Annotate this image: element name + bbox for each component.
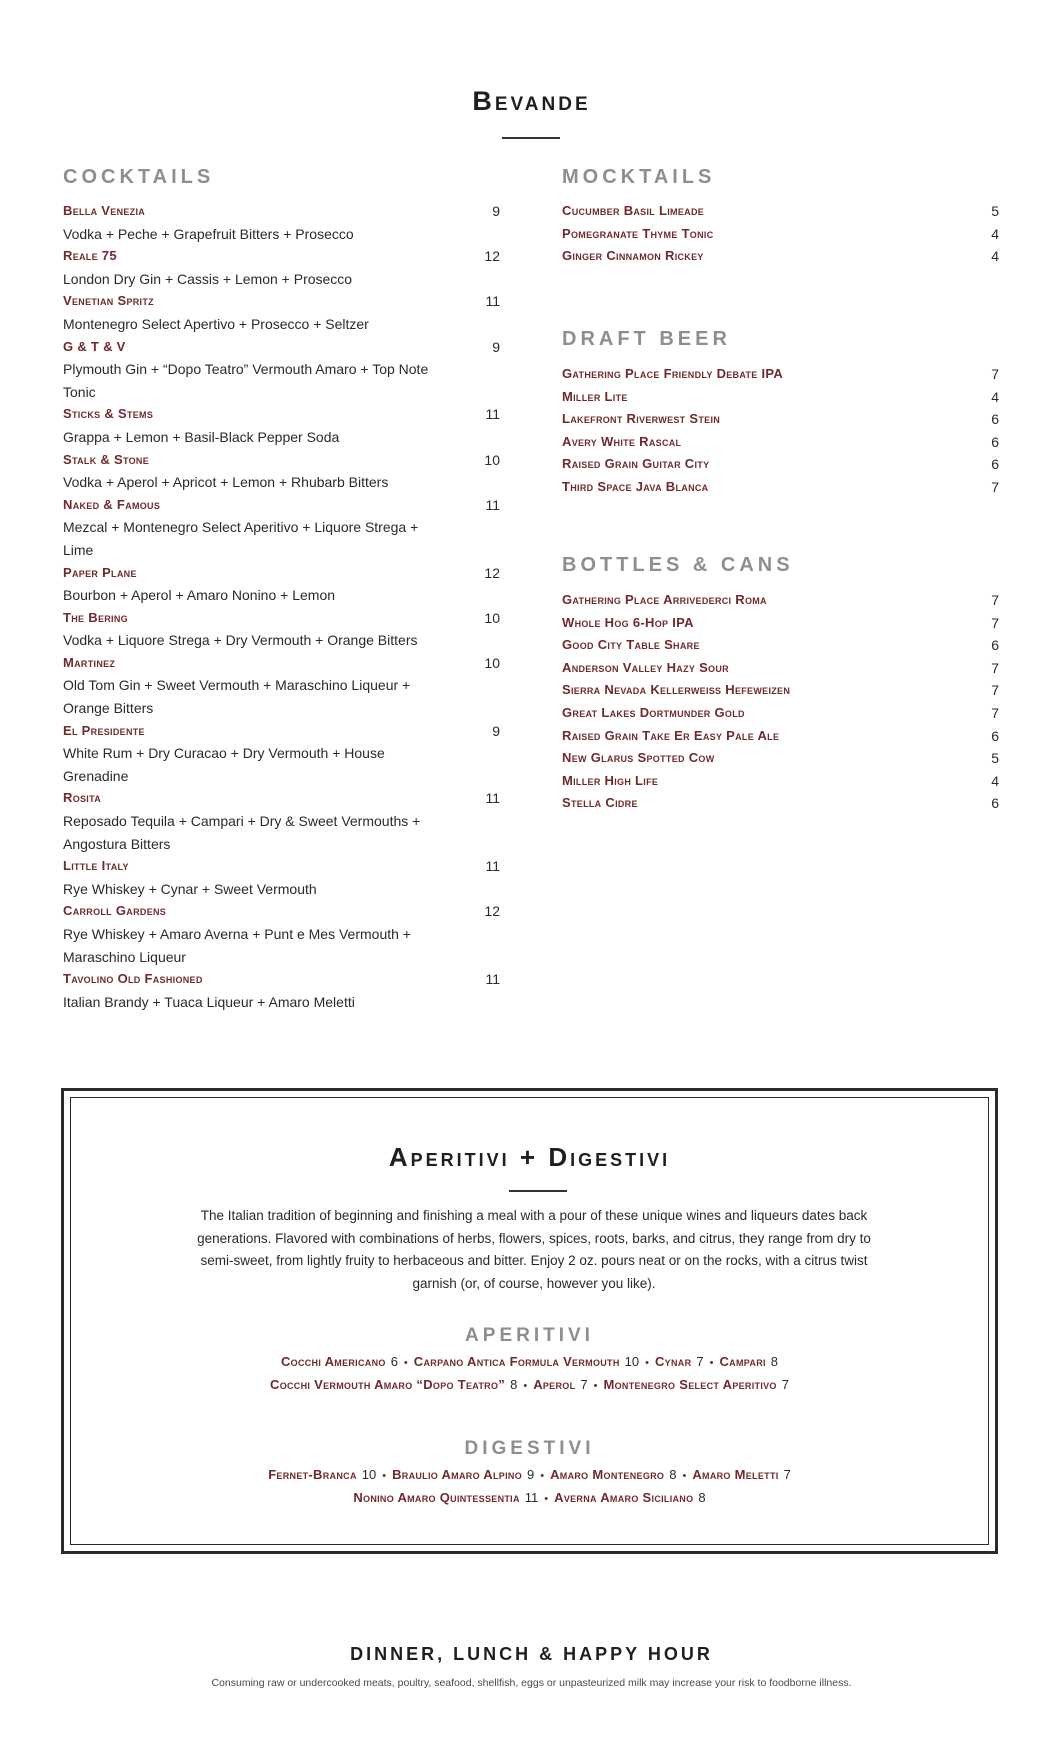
menu-item-price: 9	[492, 722, 500, 739]
menu-item	[562, 408, 999, 431]
liqueur-name: Cocchi Vermouth Amaro “Dopo Teatro”	[270, 1377, 506, 1392]
menu-item	[63, 290, 500, 335]
liqueur-name: Averna Amaro Siciliano	[554, 1490, 694, 1505]
menu-item	[63, 607, 500, 652]
menu-item-description: Vodka + Peche + Grapefruit Bitters + Prosecco	[63, 225, 354, 242]
liqueur-price: 8	[510, 1377, 518, 1392]
menu-item-price: 11	[485, 496, 500, 513]
menu-item-name: Little Italy	[63, 858, 129, 874]
liqueur-name: Carpano Antica Formula Vermouth	[413, 1354, 620, 1369]
menu-item-name: Carroll Gardens	[63, 903, 167, 919]
menu-item-description: Mezcal + Montenegro Select Aperitivo + Liquore Strega + Lime	[63, 519, 419, 558]
liqueur-name: Campari	[719, 1354, 766, 1369]
digestivi-line-2	[71, 1487, 988, 1511]
bullet-separator: •	[403, 1357, 408, 1369]
menu-item-price: 9	[492, 203, 500, 219]
menu-item	[562, 453, 999, 476]
menu-item-name: Stella Cidre	[562, 795, 638, 811]
page-title: Bevande	[472, 86, 591, 116]
menu-item-description: Rye Whiskey + Cynar + Sweet Vermouth	[63, 880, 317, 897]
menu-item-description: Grappa + Lemon + Basil-Black Pepper Soda	[63, 428, 340, 445]
menu-item-name: El Presidente	[63, 722, 145, 738]
menu-item	[63, 449, 500, 494]
menu-item-description: Italian Brandy + Tuaca Liqueur + Amaro Meletti	[63, 993, 355, 1010]
menu-item-name: Anderson Valley Hazy Sour	[562, 659, 729, 675]
menu-item	[562, 679, 999, 702]
box-title: Aperitivi + Digestivi	[388, 1142, 671, 1172]
liqueur-price: 9	[527, 1467, 535, 1482]
menu-item-description: Bourbon + Aperol + Amaro Nonino + Lemon	[63, 587, 336, 604]
menu-item-name: Reale 75	[63, 248, 117, 264]
aperitivi-heading: APERITIVI	[465, 1325, 594, 1346]
menu-item	[63, 562, 500, 607]
liqueur-price: 7	[781, 1377, 789, 1392]
menu-item-name: Miller Lite	[562, 388, 628, 404]
cocktails-heading: COCKTAILS	[63, 166, 215, 188]
menu-item-name: Sticks & Stems	[63, 406, 154, 422]
menu-item-price: 11	[485, 858, 500, 875]
digestivi-line-1	[71, 1464, 988, 1488]
menu-item-price: 4	[991, 248, 999, 265]
menu-item-price: 10	[484, 451, 500, 468]
menu-item-description: Reposado Tequila + Campari + Dry & Sweet Vermouths + Angostura Bitters	[63, 813, 421, 852]
menu-item	[63, 245, 500, 290]
menu-item-price: 7	[991, 478, 999, 495]
menu-item	[63, 855, 500, 900]
bullet-separator: •	[682, 1470, 687, 1482]
menu-item-price: 7	[991, 682, 999, 699]
menu-item	[562, 223, 999, 246]
menu-item	[63, 336, 500, 404]
menu-item-price: 11	[485, 971, 500, 988]
menu-item-name: Third Space Java Blanca	[562, 478, 709, 494]
menu-item-price: 7	[991, 592, 999, 608]
footer-disclaimer: Consuming raw or undercooked meats, poultry, seafood, shellfish, eggs or unpasteurized milk may increase your risk to foodborne illness.	[211, 1677, 852, 1689]
menu-item-name: Paper Plane	[63, 564, 137, 580]
menu-item-description: Vodka + Aperol + Apricot + Lemon + Rhubarb Bitters	[63, 474, 389, 491]
menu-item-name: Miller High Life	[562, 772, 659, 788]
bullet-separator: •	[544, 1493, 549, 1505]
menu-item-price: 6	[991, 727, 999, 744]
menu-item	[562, 725, 999, 748]
menu-item	[63, 787, 500, 855]
menu-item-price: 12	[484, 903, 500, 920]
menu-item-price: 4	[991, 225, 999, 242]
liqueur-price: 7	[783, 1467, 791, 1482]
menu-item-price: 6	[991, 795, 999, 812]
menu-item-name: Tavolino Old Fashioned	[63, 971, 203, 987]
menu-item-price: 11	[485, 406, 500, 423]
menu-item-name: Naked & Famous	[63, 496, 161, 512]
menu-item-price: 5	[991, 203, 999, 219]
menu-item-description: Plymouth Gin + “Dopo Teatro” Vermouth Amaro + Top Note Tonic	[63, 361, 429, 400]
box-title-divider	[509, 1190, 567, 1192]
bullet-separator: •	[709, 1357, 714, 1369]
menu-item-name: The Bering	[63, 609, 128, 625]
menu-item	[562, 245, 999, 268]
menu-item	[63, 200, 500, 245]
menu-item-price: 11	[485, 790, 500, 807]
menu-item-name: Avery White Rascal	[562, 433, 682, 449]
liqueur-price: 10	[361, 1467, 377, 1482]
menu-item	[562, 476, 999, 499]
menu-item-price: 7	[991, 614, 999, 631]
menu-item	[63, 720, 500, 788]
menu-item	[63, 900, 500, 968]
menu-item	[562, 702, 999, 725]
menu-item-name: Good City Table Share	[562, 637, 700, 653]
liqueur-price: 7	[580, 1377, 588, 1392]
liqueur-price: 8	[698, 1490, 706, 1505]
liqueur-price: 10	[624, 1354, 640, 1369]
menu-item-price: 7	[991, 659, 999, 676]
menu-item	[562, 792, 999, 815]
liqueur-price: 8	[770, 1354, 779, 1369]
menu-item	[63, 403, 500, 448]
menu-item-name: Ginger Cinnamon Rickey	[562, 248, 704, 264]
menu-item-price: 10	[484, 654, 500, 671]
bullet-separator: •	[382, 1470, 387, 1482]
liqueur-name: Fernet-Branca	[268, 1467, 357, 1482]
menu-item-price: 6	[991, 637, 999, 654]
menu-item-price: 7	[991, 366, 999, 382]
liqueur-name: Braulio Amaro Alpino	[392, 1467, 522, 1482]
liqueur-price: 11	[524, 1490, 539, 1505]
menu-item-price: 6	[991, 433, 999, 450]
liqueur-price: 7	[696, 1354, 704, 1369]
box-inner-border	[70, 1097, 989, 1545]
menu-item	[562, 747, 999, 770]
menu-item-price: 4	[991, 772, 999, 789]
menu-item-name: Bella Venezia	[63, 203, 146, 218]
menu-item-price: 10	[484, 609, 500, 626]
menu-item-name: Great Lakes Dortmunder Gold	[562, 704, 745, 720]
aperitivi-line-1	[71, 1351, 988, 1375]
aperitivi-digestivi-box	[61, 1088, 998, 1554]
liqueur-price: 6	[390, 1354, 398, 1369]
menu-item-name: G & T & V	[63, 338, 126, 354]
bullet-separator: •	[523, 1380, 528, 1392]
menu-item-price: 4	[991, 388, 999, 405]
bottles-cans-list	[562, 589, 999, 815]
mocktails-heading: MOCKTAILS	[562, 166, 716, 188]
menu-item	[562, 363, 999, 386]
menu-item-name: Rosita	[63, 790, 102, 806]
draft-beer-heading: DRAFT BEER	[562, 328, 731, 350]
menu-item-price: 12	[484, 564, 500, 581]
menu-item-name: Lakefront Riverwest Stein	[562, 411, 721, 427]
menu-item	[562, 657, 999, 680]
menu-item-name: Stalk & Stone	[63, 451, 150, 467]
bottles-cans-heading: BOTTLES & CANS	[562, 554, 794, 576]
digestivi-heading: DIGESTIVI	[464, 1438, 595, 1459]
menu-item-price: 6	[991, 411, 999, 428]
box-intro-text: The Italian tradition of beginning and finishing a meal with a pour of these unique wines and liqueurs dates back generations. Flavored with combinations of herbs, flowers, spices, roots, barks, and citrus, they range from dry to semi-sweet, from lightly fruity to herbaceous and bitter. Enjoy 2 oz. pours neat or on the rocks, with a citrus twist garnish (or, of course, however you like).	[197, 1208, 871, 1291]
bullet-separator: •	[540, 1470, 545, 1482]
menu-item-description: London Dry Gin + Cassis + Lemon + Prosecco	[63, 270, 353, 287]
menu-item-name: Raised Grain Guitar City	[562, 456, 710, 472]
menu-item	[562, 200, 999, 223]
draft-beer-list	[562, 363, 999, 499]
footer-title: DINNER, LUNCH & HAPPY HOUR	[350, 1644, 713, 1664]
menu-item-name: Martinez	[63, 654, 116, 670]
menu-item-name: Whole Hog 6-Hop IPA	[562, 614, 694, 630]
menu-item	[63, 968, 500, 1013]
menu-item-name: Pomegranate Thyme Tonic	[562, 225, 714, 241]
menu-item-name: New Glarus Spotted Cow	[562, 750, 715, 766]
aperitivi-line-2	[71, 1374, 988, 1398]
menu-item	[562, 770, 999, 793]
menu-item-name: Gathering Place Friendly Debate IPA	[562, 366, 784, 381]
menu-item	[63, 652, 500, 720]
liqueur-name: Montenegro Select Aperitivo	[603, 1377, 777, 1392]
menu-item-name: Sierra Nevada Kellerweiss Hefeweizen	[562, 682, 791, 698]
title-divider	[502, 137, 560, 139]
menu-item	[562, 589, 999, 612]
menu-item-price: 6	[991, 456, 999, 473]
menu-item-name: Gathering Place Arrivederci Roma	[562, 592, 767, 607]
menu-item	[562, 612, 999, 635]
menu-item	[562, 634, 999, 657]
menu-item	[562, 386, 999, 409]
liqueur-name: Amaro Meletti	[692, 1467, 779, 1482]
menu-item-description: Old Tom Gin + Sweet Vermouth + Maraschino Liqueur + Orange Bitters	[63, 677, 411, 717]
liqueur-name: Nonino Amaro Quintessentia	[353, 1490, 520, 1505]
menu-item-name: Venetian Spritz	[63, 293, 154, 309]
menu-item	[63, 494, 500, 562]
cocktails-list	[63, 200, 500, 1013]
menu-item-price: 11	[485, 293, 500, 310]
bullet-separator: •	[593, 1380, 598, 1392]
menu-item-description: Rye Whiskey + Amaro Averna + Punt e Mes Vermouth + Maraschino Liqueur	[63, 926, 411, 965]
liqueur-name: Aperol	[533, 1377, 576, 1392]
menu-item-description: Vodka + Liquore Strega + Dry Vermouth + Orange Bitters	[63, 632, 418, 649]
menu-item-description: White Rum + Dry Curacao + Dry Vermouth + House Grenadine	[63, 745, 385, 784]
menu-item-price: 12	[484, 248, 500, 265]
menu-item-name: Raised Grain Take Er Easy Pale Ale	[562, 727, 780, 743]
menu-item-description: Montenegro Select Apertivo + Prosecco + Seltzer	[63, 315, 369, 332]
mocktails-list	[562, 200, 999, 268]
menu-item-price: 7	[991, 704, 999, 721]
bullet-separator: •	[645, 1357, 649, 1369]
menu-item	[562, 431, 999, 454]
liqueur-name: Cynar	[654, 1354, 692, 1369]
menu-item-name: Cucumber Basil Limeade	[562, 203, 705, 218]
menu-item-price: 5	[991, 750, 999, 767]
liqueur-name: Amaro Montenegro	[550, 1467, 665, 1482]
liqueur-price: 8	[669, 1467, 677, 1482]
menu-item-price: 9	[492, 338, 500, 355]
liqueur-name: Cocchi Americano	[280, 1354, 386, 1369]
